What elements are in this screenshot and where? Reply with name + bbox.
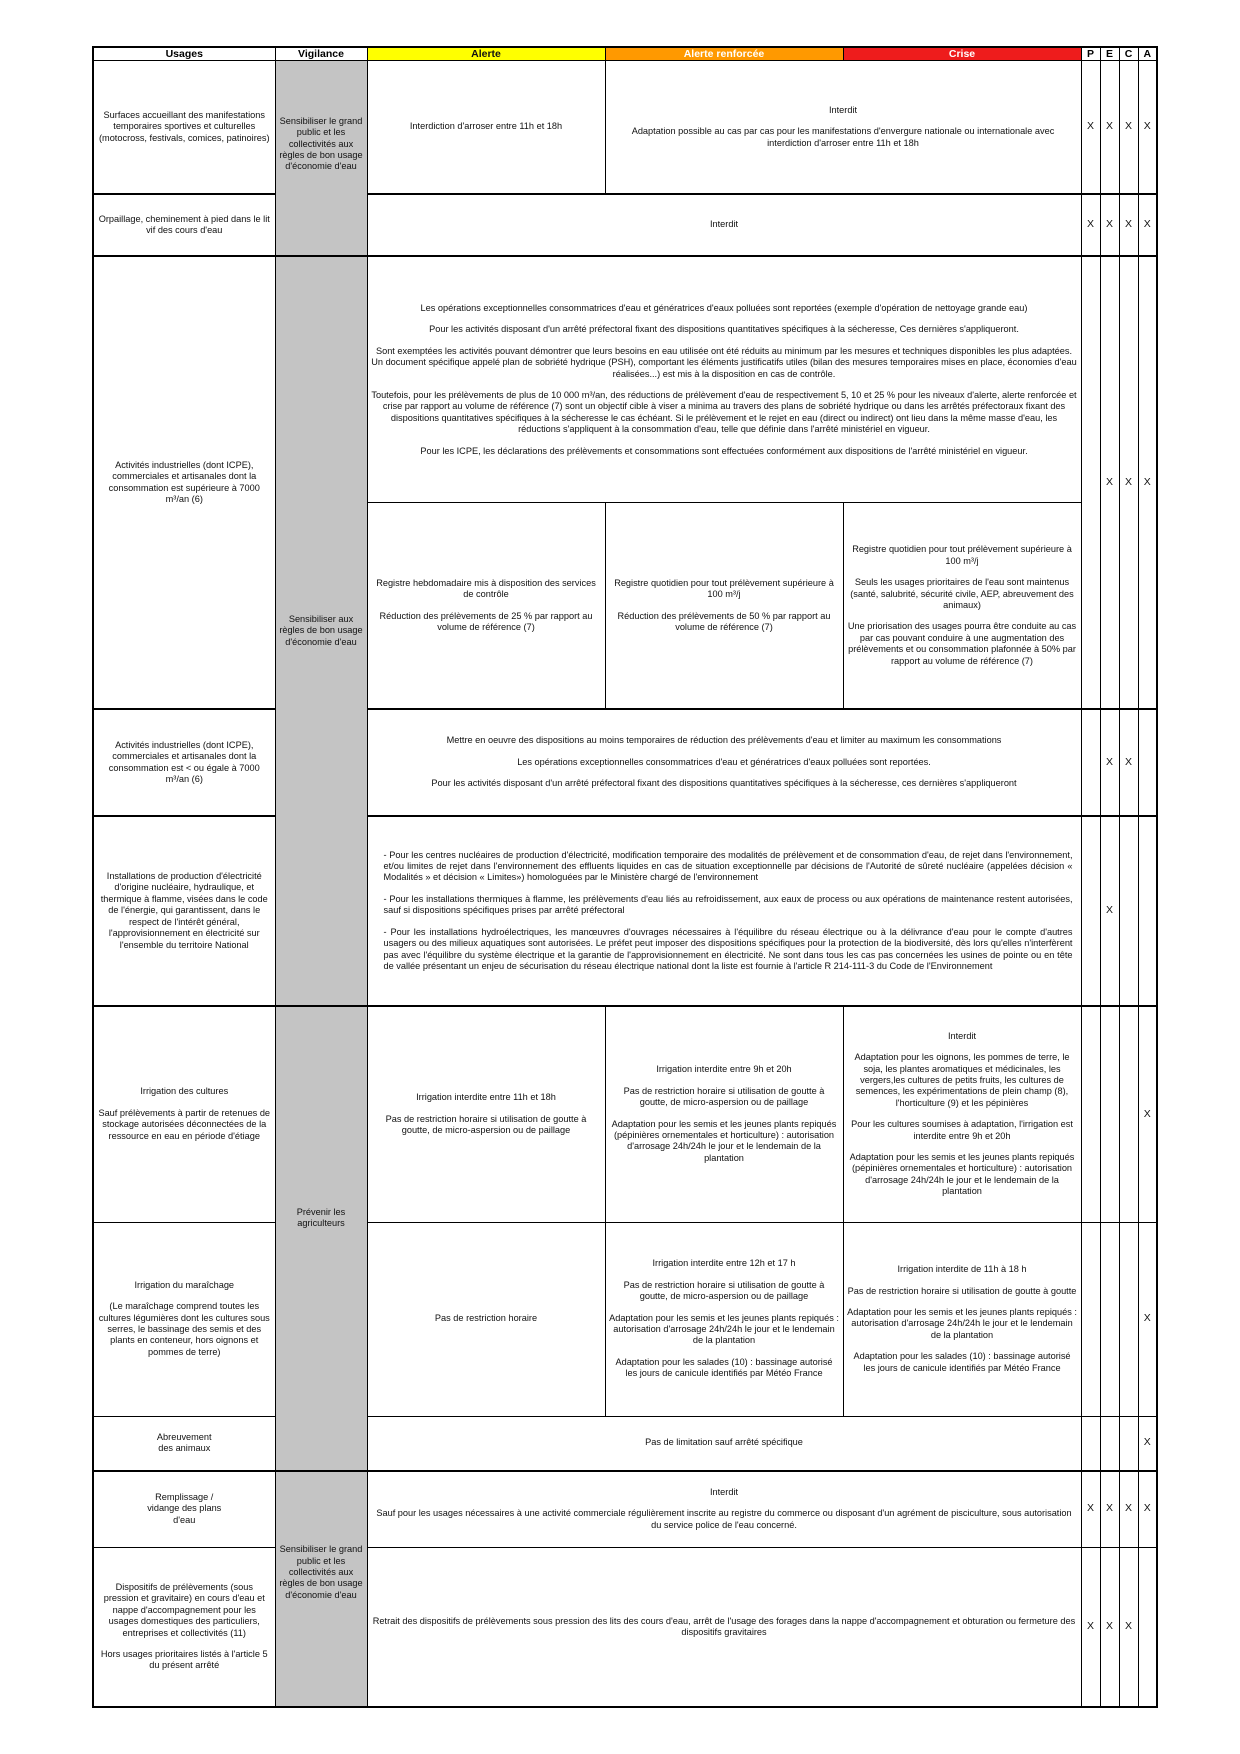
irrigation-alerte-2: Pas de restriction horaire si utilisation de goutte à goutte, de micro-aspersion ou de paillage <box>385 1113 587 1135</box>
usage-irrigation-note: Sauf prélèvements à partir de retenues de stockage autorisées déconnectées de la ressource en eau en période d'étiage <box>98 1107 271 1141</box>
c-electricite <box>1119 816 1138 1006</box>
usage-maraichage-note: (Le maraîchage comprend toutes les cultures légumières dont les cultures sous serres, le bassinage des semis et des plants en conteneur, hors oignons et pommes de terre) <box>98 1301 270 1357</box>
industrie-sup-general <box>367 256 1081 502</box>
industrie-inf-p2: Les opérations exceptionnelles consommatrices d'eau et génératrices d'eaux polluées sont reportées. <box>517 756 931 767</box>
maraichage-crise <box>843 1222 1081 1416</box>
plans-eau-sauf: Sauf pour les usages nécessaires à une activité commerciale régulièrement inscrite au registre du commerce ou disposant d'un agrément de pisciculture, sous autorisation du service police de l'eau concerné. <box>376 1508 1072 1530</box>
e-industrie-sup: X <box>1100 256 1119 709</box>
header-row <box>93 47 1157 61</box>
a-surfaces: X <box>1138 61 1157 194</box>
usage-abreuvement <box>93 1416 275 1471</box>
dispositifs-all: Retrait des dispositifs de prélèvements sous pression des lits des cours d'eau, arrêt de l'usage des forages dans la nappe d'accompagnement et obturation ou fermeture des dispositifs gravitaires <box>367 1547 1081 1707</box>
e-abreuvement <box>1100 1416 1119 1471</box>
row-abreuvement <box>93 1416 1157 1471</box>
p-surfaces: X <box>1081 61 1100 194</box>
a-electricite <box>1138 816 1157 1006</box>
a-plans-eau: X <box>1138 1471 1157 1548</box>
electricite-p3: - Pour les installations hydroélectriques, les manœuvres d'ouvrages nécessaires à l'équilibre du réseau électrique ou à la délivrance d'eau pour le compte d'autres usagers ou des milieux aquatiques sont autorisées. Le préfet peut imposer des dispositions spécifiques pour la protection de la biodiversité, dès lors qu'elles n'interfèrent pas avec l'équilibre du système électrique et la garantie de l'approvisionnement en électricité. Ne sont dans tous les cas pas concernées les usines de pointe ou en tête de vallée présentant un enjeu de sécurisation du réseau électrique national dont la liste est fournie à l'article R 214-111-3 du Code de l'Environnement <box>383 926 1073 971</box>
irrigation-crise-2: Adaptation pour les oignons, les pommes de terre, le soja, les plantes aromatiques et médicinales, les vergers,les cultures de petits fruits, les cultures de semences, les expérimentations de plein champ (8), l'horticulture (9) et les pépinières <box>854 1052 1070 1108</box>
row-industrie-inf <box>93 709 1157 816</box>
irrigation-crise-3: Pour les cultures soumises à adaptation, l'irrigation est interdite entre 9h et 20h <box>851 1119 1073 1141</box>
industrie-sup-crise-2: Seuls les usages prioritaires de l'eau sont maintenus (santé, salubrité, sécurité civile, AEP, abreuvement des animaux) <box>850 577 1074 610</box>
p-industrie-inf <box>1081 709 1100 816</box>
industrie-inf-p3: Pour les activités disposant d'un arrêté préfectoral fixant des dispositions quantitatives spécifiques à la sécheresse, ces dernières s'appliqueront <box>431 778 1017 789</box>
row-irrigation <box>93 1006 1157 1222</box>
industrie-sup-p3: Sont exemptées les activités pouvant démontrer que leurs besoins en eau utilisée ont été réduits au minimum par les mesures et techniques disponibles les plus adaptées. Un document spécifique appelé plan de sobriété hydrique (PSH), comportant les éléments justificatifs utiles (bilan des mesures temporaires mises en place, économies d'eau réalisées...) est mis à la disposition en cas de contrôle. <box>371 345 1077 379</box>
maraichage-crise-1: Irrigation interdite de 11h à 18 h <box>897 1264 1027 1275</box>
header-alerte-renforcee: Alerte renforcée <box>605 47 843 61</box>
header-a: A <box>1138 47 1157 61</box>
usage-irrigation-title: Irrigation des cultures <box>140 1086 229 1097</box>
e-dispositifs: X <box>1100 1547 1119 1707</box>
industrie-sup-p4: Toutefois, pour les prélèvements de plus de 10 000 m³/an, des réductions de prélèvement d'eau de respectivement 5, 10 et 25 % pour les niveaux d'alerte, alerte renforcée et crise par rapport au volume de référence (7) sont un objectif cible à viser a minima au travers des plans de sobriété hydrique ou dans les arrêtés préfectoraux fixant des dispositions quantitatives spécifiques à la sécheresse le cas échéant. Si le prélèvement et le rejet en eau (direct ou indirect) ont lieu dans la même masse d'eau, les réductions s'appliquent à la consommation d'eau, telle que définie dans l'arrêté ministériel en vigueur. <box>371 389 1077 435</box>
maraichage-renforcee <box>605 1222 843 1416</box>
electricite-general <box>367 816 1081 1006</box>
row-surfaces <box>93 61 1157 194</box>
usage-maraichage-title: Irrigation du maraîchage <box>134 1279 235 1290</box>
usage-plans-eau-2: vidange des plans <box>147 1503 222 1514</box>
usage-surfaces: Surfaces accueillant des manifestations temporaires sportives et culturelles (motocross, festivals, comices, patinoires) <box>93 61 275 194</box>
c-maraichage <box>1119 1222 1138 1416</box>
plans-eau-interdit: Interdit <box>709 1487 739 1498</box>
usage-industrie-inf: Activités industrielles (dont ICPE), commerciales et artisanales dont la consommation est < ou égale à 7000 m³/an (6) <box>93 709 275 816</box>
irrigation-crise <box>843 1006 1081 1222</box>
p-maraichage <box>1081 1222 1100 1416</box>
a-maraichage: X <box>1138 1222 1157 1416</box>
plans-eau-all <box>367 1471 1081 1548</box>
irrigation-renf-1: Irrigation interdite entre 9h et 20h <box>656 1064 792 1075</box>
row-dispositifs <box>93 1547 1157 1707</box>
industrie-sup-renf-2: Réduction des prélèvements de 50 % par rapport au volume de référence (7) <box>617 610 831 633</box>
vigilance-cell-1 <box>275 61 367 257</box>
renf-crise-surfaces <box>605 61 1081 194</box>
a-industrie-sup: X <box>1138 256 1157 709</box>
a-irrigation: X <box>1138 1006 1157 1222</box>
water-restriction-table <box>92 46 1158 1708</box>
usage-maraichage <box>93 1222 275 1416</box>
irrigation-alerte <box>367 1006 605 1222</box>
maraichage-renf-1: Irrigation interdite entre 12h et 17 h <box>652 1258 796 1269</box>
vigilance-cell-4 <box>275 1471 367 1707</box>
e-surfaces: X <box>1100 61 1119 194</box>
usage-plans-eau <box>93 1471 275 1548</box>
industrie-inf-general <box>367 709 1081 816</box>
a-abreuvement: X <box>1138 1416 1157 1471</box>
usage-abreuvement-2: des animaux <box>158 1443 211 1454</box>
irrigation-crise-4: Adaptation pour les semis et les jeunes plants repiqués (pépinières ornementales et horticulture) : autorisation d'arrosage 24h/24h le jour et le lendemain de la plantation <box>849 1152 1075 1197</box>
vigilance-text-4: Sensibiliser le grand public et les collectivités aux règles de bon usage d'économie d'eau <box>279 1544 363 1600</box>
header-vigilance: Vigilance <box>275 47 367 61</box>
header-usages: Usages <box>93 47 275 61</box>
usage-plans-eau-1: Remplissage / <box>155 1492 214 1503</box>
irrigation-crise-1: Interdit <box>947 1030 977 1041</box>
c-abreuvement <box>1119 1416 1138 1471</box>
industrie-sup-alerte <box>367 503 605 709</box>
industrie-sup-renf-1: Registre quotidien pour tout prélèvement supérieure à 100 m³/j <box>614 577 834 600</box>
e-plans-eau: X <box>1100 1471 1119 1548</box>
header-p: P <box>1081 47 1100 61</box>
usage-dispositifs-1: Dispositifs de prélèvements (sous pression et gravitaire) en cours d'eau et nappe d'accompagnement pour les usages domestiques des particuliers, entreprises et collectivités (11) <box>103 1581 265 1638</box>
electricite-p2: - Pour les installations thermiques à flamme, les prélèvements d'eau liés au refroidissement, aux eaux de process ou aux opérations de maintenance restent autorisées, sauf si dispositions spécifiques prises par arrêté préfectoral <box>383 893 1073 916</box>
vigilance-text-1: Sensibiliser le grand public et les collectivités aux règles de bon usage d'économie d'eau <box>279 115 363 172</box>
p-industrie-sup <box>1081 256 1100 709</box>
irrigation-alerte-1: Irrigation interdite entre 11h et 18h <box>416 1092 556 1103</box>
vigilance-text-3: Prévenir les agriculteurs <box>296 1206 346 1229</box>
header-alerte: Alerte <box>367 47 605 61</box>
industrie-sup-p1: Les opérations exceptionnelles consommatrices d'eau et génératrices d'eaux polluées sont reportées (exemple d'opération de nettoyage grande eau) <box>420 302 1028 313</box>
header-c: C <box>1119 47 1138 61</box>
row-maraichage <box>93 1222 1157 1416</box>
maraichage-crise-4: Adaptation pour les salades (10) : bassinage autorisé les jours de canicule identifiés par Météo France <box>853 1351 1071 1373</box>
e-irrigation <box>1100 1006 1119 1222</box>
irrigation-renforcee <box>605 1006 843 1222</box>
header-e: E <box>1100 47 1119 61</box>
usage-orpaillage: Orpaillage, cheminement à pied dans le lit vif des cours d'eau <box>93 194 275 257</box>
industrie-sup-crise-1: Registre quotidien pour tout prélèvement supérieure à 100 m³/j <box>852 544 1072 566</box>
industrie-sup-alerte-1: Registre hebdomadaire mis à disposition des services de contrôle <box>376 577 596 600</box>
industrie-sup-crise <box>843 503 1081 709</box>
abreuvement-all: Pas de limitation sauf arrêté spécifique <box>367 1416 1081 1471</box>
vigilance-cell-3 <box>275 1006 367 1471</box>
vigilance-text-2: Sensibiliser aux règles de bon usage d'économie d'eau <box>279 614 363 647</box>
c-irrigation <box>1119 1006 1138 1222</box>
maraichage-crise-2: Pas de restriction horaire si utilisation de goutte à goutte <box>847 1285 1077 1296</box>
measures-table-page <box>92 46 1156 1708</box>
usage-dispositifs <box>93 1547 275 1707</box>
row-plans-eau <box>93 1471 1157 1548</box>
irrigation-renf-3: Adaptation pour les semis et les jeunes plants repiqués (pépinières ornementales et horticulture) : autorisation d'arrosage 24h/24h le jour et le lendemain de la plantation <box>611 1118 837 1163</box>
maraichage-crise-3: Adaptation pour les semis et les jeunes plants repiqués : autorisation d'arrosage 24h/24h le jour et le lendemain de la plantation <box>847 1306 1077 1340</box>
usage-abreuvement-1: Abreuvement <box>156 1431 212 1442</box>
vigilance-cell-2 <box>275 256 367 1005</box>
row-electricite <box>93 816 1157 1006</box>
usage-plans-eau-3: d'eau <box>173 1514 196 1525</box>
row-industrie-sup-general <box>93 256 1157 502</box>
header-crise: Crise <box>843 47 1081 61</box>
industrie-sup-crise-3: Une priorisation des usages pourra être conduite au cas par cas pouvant conduire à une augmentation des prélèvements et ou consommation plafonnée à 50% par rapport au volume de référence (7) <box>847 621 1077 666</box>
c-surfaces: X <box>1119 61 1138 194</box>
c-industrie-inf: X <box>1119 709 1138 816</box>
e-orpaillage: X <box>1100 194 1119 257</box>
e-maraichage <box>1100 1222 1119 1416</box>
industrie-sup-renforcee <box>605 503 843 709</box>
maraichage-renf-3: Adaptation pour les semis et les jeunes plants repiqués : autorisation d'arrosage 24h/24h le jour et le lendemain de la plantation <box>609 1312 839 1346</box>
a-industrie-inf <box>1138 709 1157 816</box>
p-irrigation <box>1081 1006 1100 1222</box>
all-orpaillage: Interdit <box>367 194 1081 257</box>
usage-electricite: Installations de production d'électricité d'origine nucléaire, hydraulique, et thermique à flamme, visées dans le code de l'énergie, qui garantissent, dans le respect de l'intérêt général, l'approvisionnement en électricité sur l'ensemble du territoire National <box>93 816 275 1006</box>
usage-irrigation <box>93 1006 275 1222</box>
usage-industrie-sup: Activités industrielles (dont ICPE), commerciales et artisanales dont la consommation est supérieure à 7000 m³/an (6) <box>93 256 275 709</box>
surfaces-interdit: Interdit <box>828 104 858 115</box>
e-industrie-inf: X <box>1100 709 1119 816</box>
p-plans-eau: X <box>1081 1471 1100 1548</box>
surfaces-adaptation: Adaptation possible au cas par cas pour les manifestations d'envergure nationale ou internationale avec interdiction d'arroser entre 11h et 18h <box>631 126 1055 148</box>
p-orpaillage: X <box>1081 194 1100 257</box>
industrie-sup-alerte-2: Réduction des prélèvements de 25 % par rapport au volume de référence (7) <box>379 610 593 633</box>
c-plans-eau: X <box>1119 1471 1138 1548</box>
a-orpaillage: X <box>1138 194 1157 257</box>
maraichage-renf-4: Adaptation pour les salades (10) : bassinage autorisé les jours de canicule identifiés par Météo France <box>615 1356 833 1379</box>
c-dispositifs: X <box>1119 1547 1138 1707</box>
c-orpaillage: X <box>1119 194 1138 257</box>
p-abreuvement <box>1081 1416 1100 1471</box>
industrie-inf-p1: Mettre en oeuvre des dispositions au moins temporaires de réduction des prélèvements d'eau et limiter au maximum les consommations <box>446 735 1002 746</box>
maraichage-renf-2: Pas de restriction horaire si utilisation de goutte à goutte, de micro-aspersion ou de paillage <box>623 1279 825 1302</box>
p-electricite <box>1081 816 1100 1006</box>
industrie-sup-p2: Pour les activités disposant d'un arrêté préfectoral fixant des dispositions quantitatives spécifiques à la sécheresse, Ces dernières s'appliqueront. <box>429 324 1019 335</box>
alerte-surfaces: Interdiction d'arroser entre 11h et 18h <box>367 61 605 194</box>
a-dispositifs <box>1138 1547 1157 1707</box>
electricite-p1: - Pour les centres nucléaires de production d'électricité, modification temporaire des modalités de prélèvement et de consommation d'eau, de rejet dans l'environnement, et/ou limites de rejet dans l'environnement des effluents liquides en cas de situation exceptionnelle par décisions de l'Autorité de sûreté nucléaire (appelées décision « Modalités » et décision « Limites») homologuées par le Ministère chargé de l'environnement <box>383 849 1073 883</box>
irrigation-renf-2: Pas de restriction horaire si utilisation de goutte à goutte, de micro-aspersion ou de paillage <box>623 1085 825 1108</box>
usage-dispositifs-2: Hors usages prioritaires listés à l'article 5 du présent arrêté <box>100 1649 268 1671</box>
p-dispositifs: X <box>1081 1547 1100 1707</box>
c-industrie-sup: X <box>1119 256 1138 709</box>
maraichage-alerte: Pas de restriction horaire <box>367 1222 605 1416</box>
e-electricite: X <box>1100 816 1119 1006</box>
row-orpaillage <box>93 194 1157 257</box>
industrie-sup-p5: Pour les ICPE, les déclarations des prélèvements et consommations sont effectuées conformément aux dispositions de l'arrêté ministériel en vigueur. <box>420 445 1028 456</box>
